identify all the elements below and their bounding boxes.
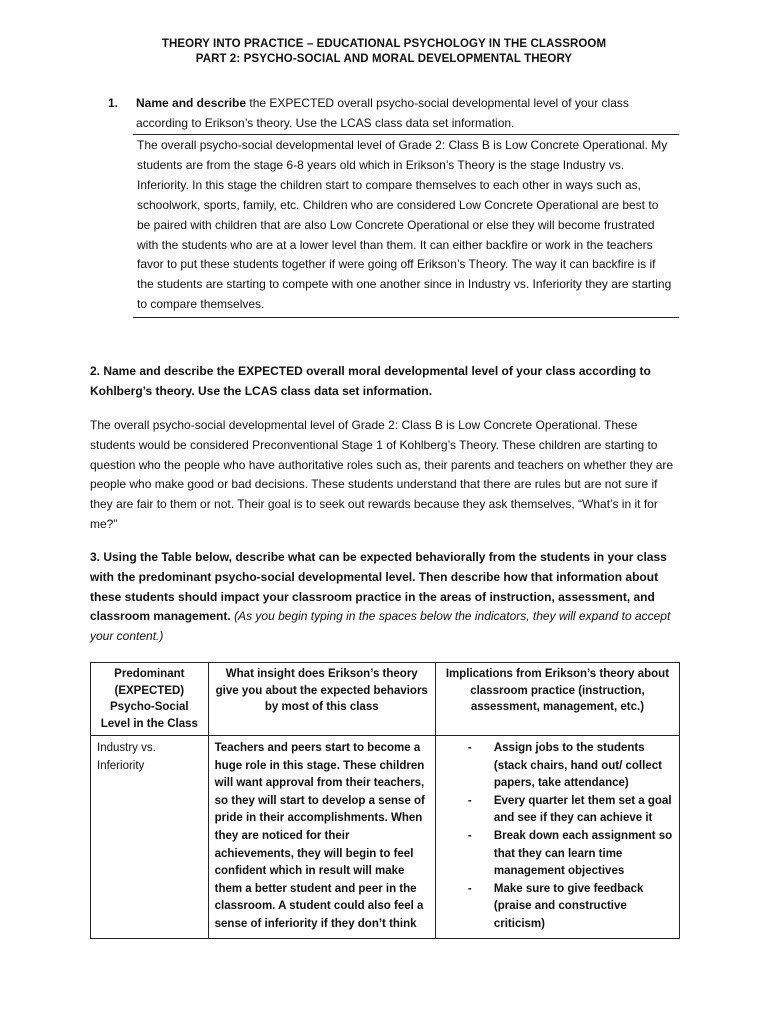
list-item: - Make sure to give feedback (praise and constructive criticism) [468, 881, 673, 934]
cell-implications[interactable] [435, 736, 679, 939]
list-item: - Every quarter let them set a goal and see if they can achieve it [468, 793, 673, 828]
erikson-table [90, 662, 680, 939]
document-title: THEORY INTO PRACTICE – EDUCATIONAL PSYCHOLOGY IN THE CLASSROOM [161, 38, 607, 50]
question-1-lead: Name and describe [136, 96, 247, 110]
table-row [91, 736, 680, 939]
question-1-rest: the EXPECTED overall psycho-social developmental level of your class according to Erikson’s theory. Use the LCAS class data set information. [136, 96, 629, 130]
table-header-level: Predominant (EXPECTED) Psycho-Social Level in the Class [91, 663, 209, 736]
implications-list [442, 740, 673, 934]
cell-insight[interactable]: Teachers and peers start to become a huge role in this stage. These children will want approval from their teachers, so they will start to develop a sense of pride in their accomplishments. When they are noticed for their achievements, they will begin to feel confident which in result will make them a better student and peer in the classroom. A student could also feel a sense of inferiority if they don’t think [208, 736, 435, 939]
table-header-implications: Implications from Erikson’s theory about classroom practice (instruction, assessment, management, etc.) [435, 663, 679, 736]
cell-level[interactable]: Industry vs. Inferiority [91, 736, 209, 939]
list-item: - Assign jobs to the students (stack chairs, hand out/ collect papers, take attendance) [468, 740, 673, 793]
question-3-text: 3. Using the Table below, describe what can be expected behaviorally from the students in your class with the predominant psycho-social developmental level. Then describe how that information about these students should impact your classroom practice in the areas of instruction, assessment, and classroom management. [90, 550, 667, 624]
document-subtitle: PART 2: PSYCHO-SOCIAL AND MORAL DEVELOPMENTAL THEORY [195, 53, 573, 65]
list-item: - Break down each assignment so that they can learn time management objectives [468, 828, 673, 881]
question-1-number: 1. [108, 96, 119, 110]
question-2 [90, 362, 670, 402]
table-header-row [91, 663, 680, 736]
question-2-lead: 2. Name and describe [90, 364, 214, 378]
question-1 [108, 94, 648, 133]
question-3-note: (As you begin typing in the spaces below the indicators, they will expand to accept your content.) [90, 609, 671, 644]
question-1-text [136, 94, 648, 133]
table-header-insight: What insight does Erikson’s theory give you about the expected behaviors by most of this class [208, 663, 435, 736]
question-2-rest: the EXPECTED overall moral developmental level of your class according to Kohlberg’s theory. Use the LCAS class data set information. [90, 364, 651, 398]
answer-2-text[interactable]: The overall psycho-social developmental level of Grade 2: Class B is Low Concrete Operational. These students would be considered Preconventional Stage 1 of Kohlberg’s Theory. These children are starting to question who the people who have authoritative roles such as, their parents and teachers on whether they are people who make good or bad decisions. These students understand that there are rules but are not sure if they are fair to them or not. Their goal is to seek out rewards because they ask themselves, “What’s in it for me?” [90, 418, 674, 531]
answer-1-field[interactable]: The overall psycho-social developmental level of Grade 2: Class B is Low Concrete Operational. My students are from the stage 6-8 years old which in Erikson’s Theory is the stage Industry vs. Inferiority. In this stage the children start to compare themselves to each other in ways such as, schoolwork, sports, family, etc. Children who are considered Low Concrete Operational are best to be paired with children that are also Low Concrete Operational or else they will become frustrated with the students who are at a lower level than them. It can either backfire or work in the teachers favor to put these students together if were going off Erikson’s Theory. The way it can backfire is if the students are starting to compete with one another since in Industry vs. Inferiority they are starting to compare themselves. [133, 134, 679, 318]
question-3 [90, 548, 682, 647]
